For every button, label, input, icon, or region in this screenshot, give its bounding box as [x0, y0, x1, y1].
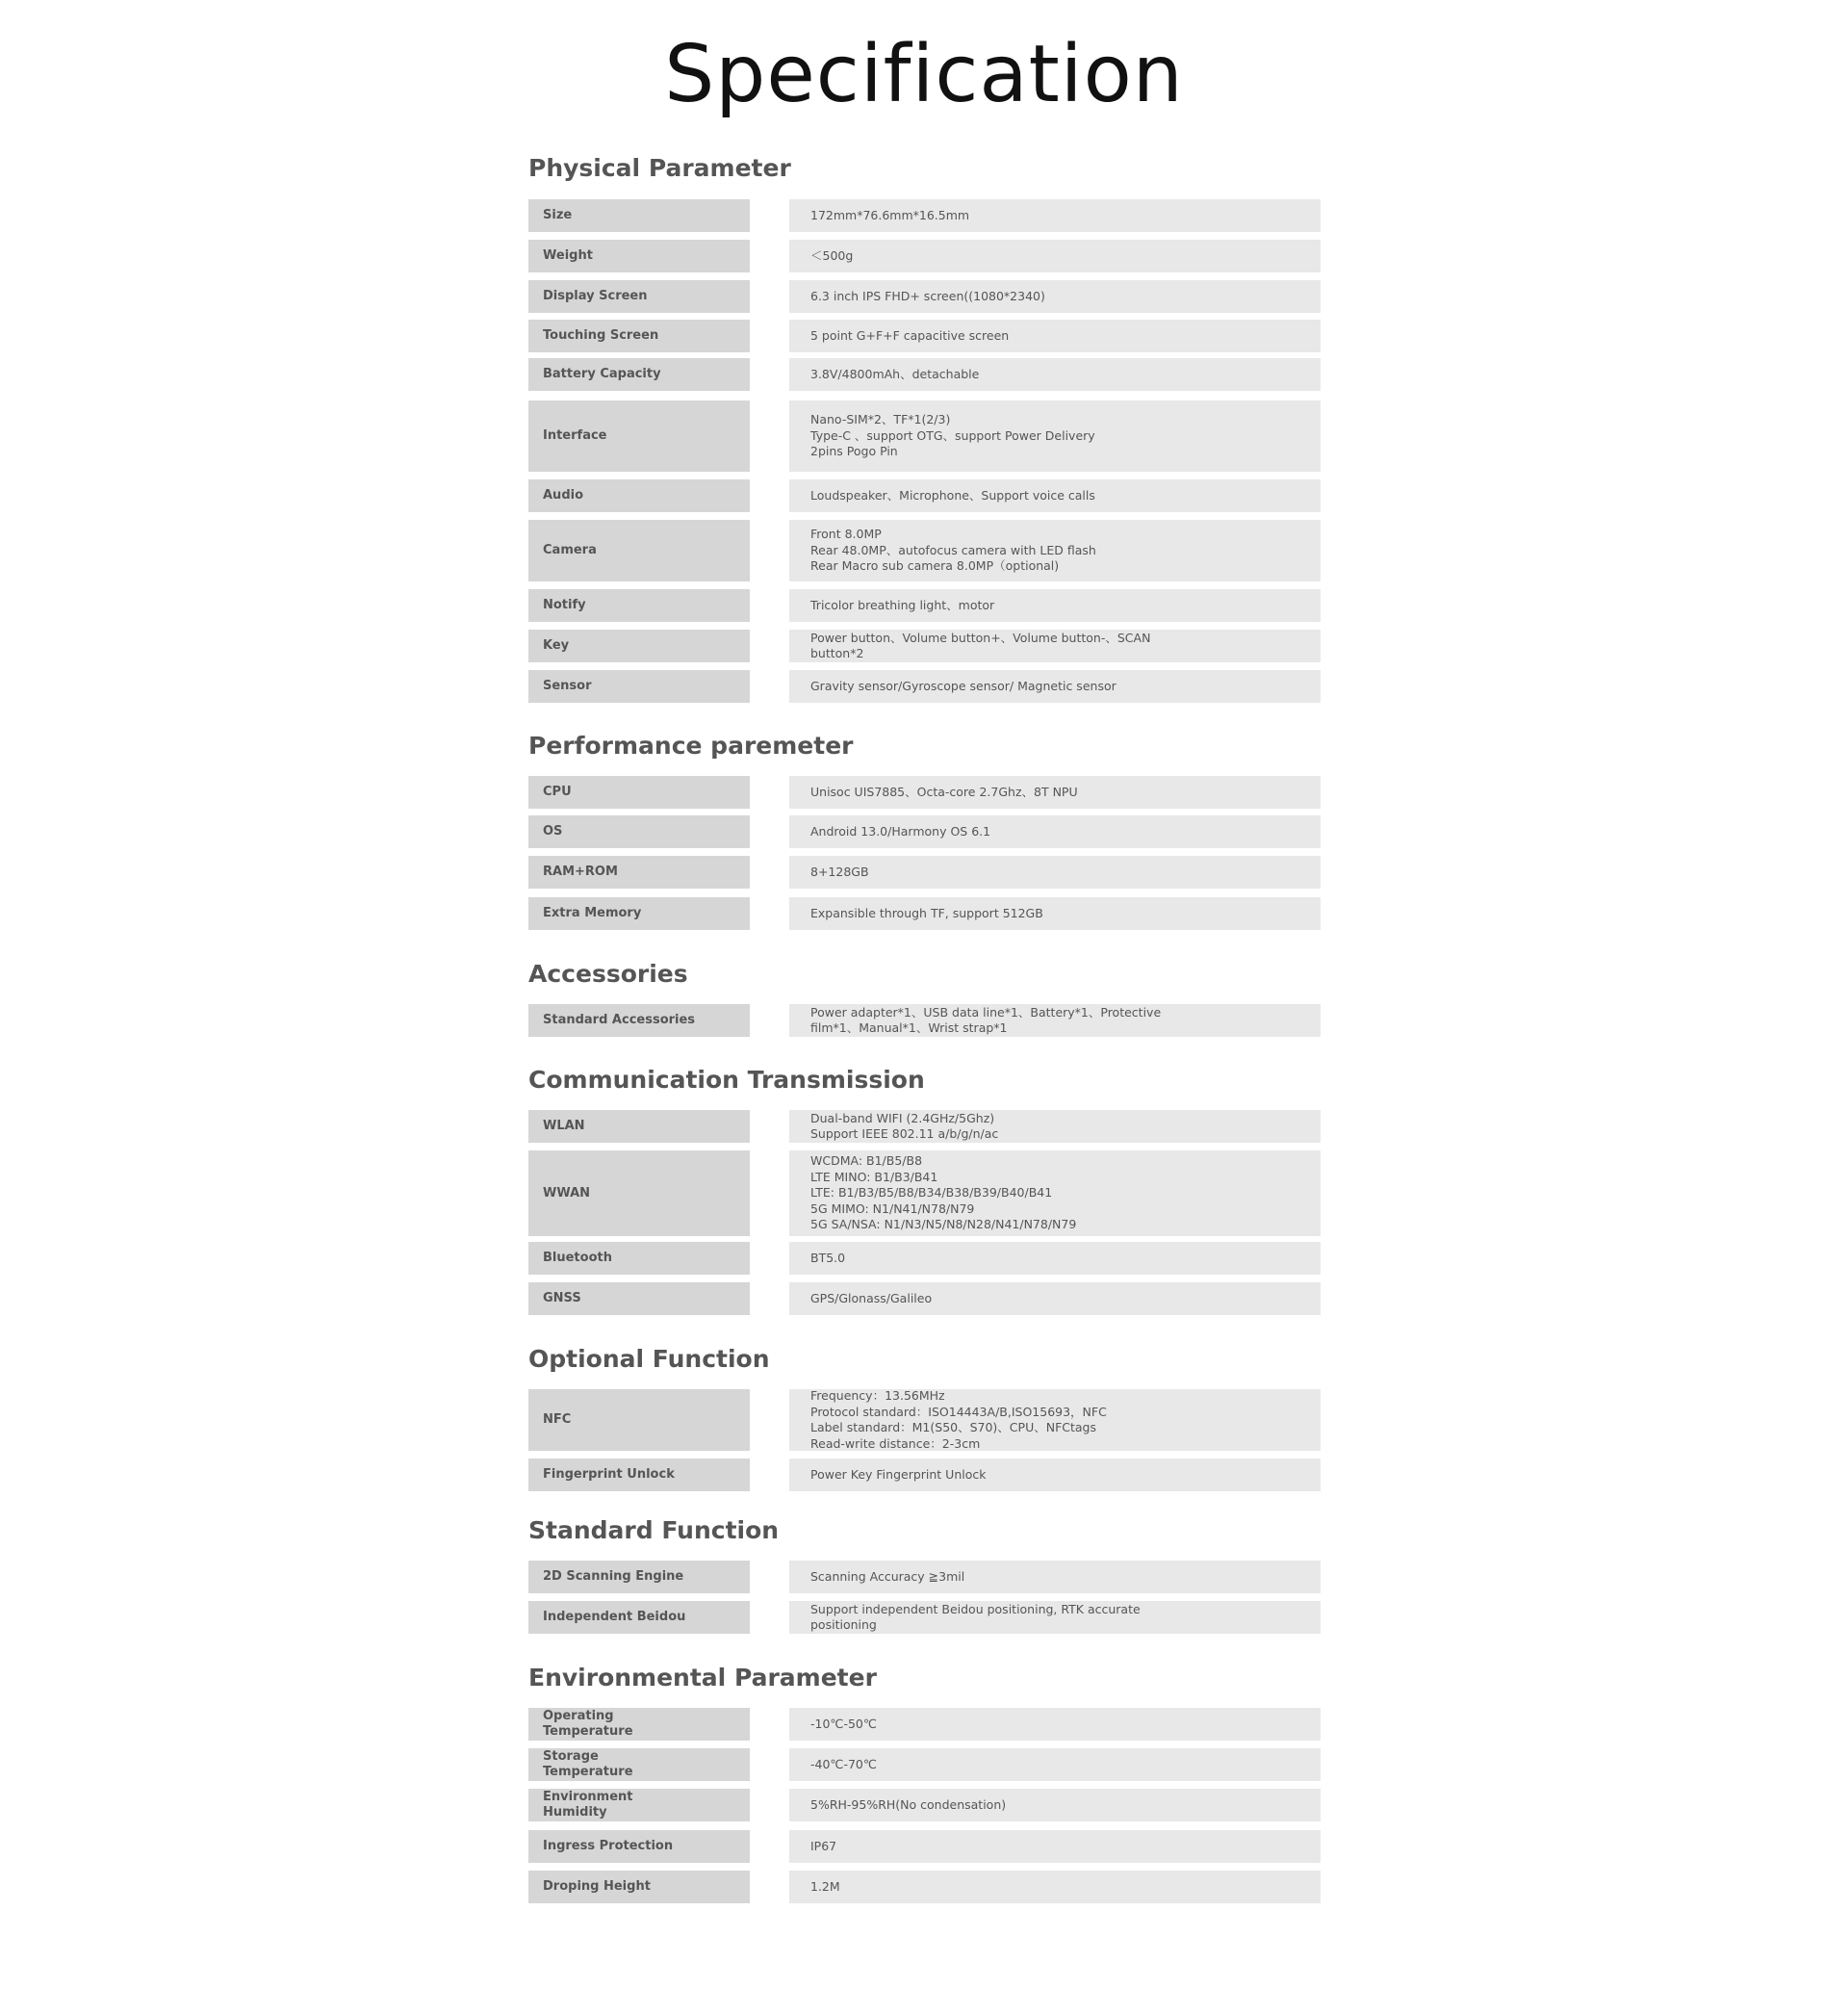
spec-value: ＜500g [789, 240, 1321, 272]
spec-row [528, 1389, 1321, 1451]
spec-value: -10℃-50℃ [789, 1708, 1321, 1741]
section-accessories: Accessories [528, 960, 688, 988]
spec-value: Android 13.0/Harmony OS 6.1 [789, 815, 1321, 848]
spec-row [528, 815, 1321, 848]
spec-label: Notify [528, 589, 750, 622]
spec-value: Expansible through TF, support 512GB [789, 897, 1321, 930]
spec-label: Size [528, 199, 750, 232]
spec-label: NFC [528, 1389, 750, 1451]
spec-label: WWAN [528, 1150, 750, 1236]
page-title: Specification [664, 29, 1184, 120]
section-communication-transmission: Communication Transmission [528, 1066, 925, 1094]
spec-row [528, 240, 1321, 272]
spec-label: Storage Temperature [528, 1748, 750, 1781]
spec-value: Dual-band WIFI (2.4GHz/5Ghz) Support IEEE 802.11 a/b/g/n/ac [789, 1110, 1321, 1143]
spec-value: 1.2M [789, 1871, 1321, 1903]
spec-row [528, 520, 1321, 581]
spec-label: Camera [528, 520, 750, 581]
spec-row [528, 1150, 1321, 1236]
spec-value: Loudspeaker、Microphone、Support voice calls [789, 479, 1321, 512]
spec-value: Power button、Volume button+、Volume button-、SCAN button*2 [789, 630, 1321, 662]
spec-value: Gravity sensor/Gyroscope sensor/ Magnetic sensor [789, 670, 1321, 703]
spec-row [528, 1110, 1321, 1143]
spec-row [528, 1561, 1321, 1593]
spec-value: -40℃-70℃ [789, 1748, 1321, 1781]
spec-value: 172mm*76.6mm*16.5mm [789, 199, 1321, 232]
spec-value: 8+128GB [789, 856, 1321, 889]
spec-value: IP67 [789, 1830, 1321, 1863]
spec-row [528, 897, 1321, 930]
spec-label: Key [528, 630, 750, 662]
spec-label: Operating Temperature [528, 1708, 750, 1741]
spec-label: Audio [528, 479, 750, 512]
spec-row [528, 670, 1321, 703]
spec-label: Interface [528, 400, 750, 472]
spec-row [528, 400, 1321, 472]
spec-value: Scanning Accuracy ≧3mil [789, 1561, 1321, 1593]
spec-row [528, 1242, 1321, 1275]
spec-row [528, 1601, 1321, 1634]
spec-label: Standard Accessories [528, 1004, 750, 1037]
spec-value: WCDMA: B1/B5/B8 LTE MINO: B1/B3/B41 LTE: B1/B3/B5/B8/B34/B38/B39/B40/B41 5G MIMO: N1/N41/N78/N79 5G SA/NSA: N1/N3/N5/N8/N28/N41/N78/N79 [789, 1150, 1321, 1236]
section-environmental-parameter: Environmental Parameter [528, 1664, 877, 1691]
spec-label: RAM+ROM [528, 856, 750, 889]
spec-label: Display Screen [528, 280, 750, 313]
spec-value: Unisoc UIS7885、Octa-core 2.7Ghz、8T NPU [789, 776, 1321, 809]
section-physical-parameter: Physical Parameter [528, 154, 791, 182]
section-optional-function: Optional Function [528, 1345, 770, 1373]
spec-value: Power Key Fingerprint Unlock [789, 1459, 1321, 1491]
spec-value: 6.3 inch IPS FHD+ screen((1080*2340) [789, 280, 1321, 313]
spec-label: 2D Scanning Engine [528, 1561, 750, 1593]
spec-row [528, 280, 1321, 313]
spec-value: Support independent Beidou positioning, RTK accurate positioning [789, 1601, 1321, 1634]
spec-row [528, 1830, 1321, 1863]
spec-label: WLAN [528, 1110, 750, 1143]
spec-label: Extra Memory [528, 897, 750, 930]
spec-row [528, 630, 1321, 662]
spec-label: Ingress Protection [528, 1830, 750, 1863]
section-standard-function: Standard Function [528, 1516, 780, 1544]
spec-value: Power adapter*1、USB data line*1、Battery*1、Protective film*1、Manual*1、Wrist strap*1 [789, 1004, 1321, 1037]
spec-row [528, 589, 1321, 622]
spec-row [528, 199, 1321, 232]
spec-label: CPU [528, 776, 750, 809]
spec-value: GPS/Glonass/Galileo [789, 1282, 1321, 1315]
spec-label: Fingerprint Unlock [528, 1459, 750, 1491]
spec-row [528, 856, 1321, 889]
spec-row [528, 1004, 1321, 1037]
spec-value: 3.8V/4800mAh、detachable [789, 358, 1321, 391]
spec-label: Weight [528, 240, 750, 272]
spec-value: Frequency：13.56MHz Protocol standard：ISO14443A/B,ISO15693，NFC Label standard：M1(S50、S70)、CPU、NFCtags Read-write distance：2-3cm [789, 1389, 1321, 1451]
spec-row [528, 776, 1321, 809]
spec-value: 5 point G+F+F capacitive screen [789, 320, 1321, 352]
spec-row [528, 1871, 1321, 1903]
spec-row [528, 320, 1321, 352]
spec-label: Sensor [528, 670, 750, 703]
spec-row [528, 358, 1321, 391]
spec-value: Front 8.0MP Rear 48.0MP、autofocus camera with LED flash Rear Macro sub camera 8.0MP（optional) [789, 520, 1321, 581]
spec-row [528, 1789, 1321, 1821]
spec-value: BT5.0 [789, 1242, 1321, 1275]
spec-label: GNSS [528, 1282, 750, 1315]
spec-row [528, 1282, 1321, 1315]
spec-row [528, 1708, 1321, 1741]
spec-row [528, 479, 1321, 512]
spec-label: Independent Beidou [528, 1601, 750, 1634]
spec-label: Battery Capacity [528, 358, 750, 391]
spec-value: 5%RH-95%RH(No condensation) [789, 1789, 1321, 1821]
spec-row [528, 1748, 1321, 1781]
spec-label: Touching Screen [528, 320, 750, 352]
spec-label: OS [528, 815, 750, 848]
spec-label: Environment Humidity [528, 1789, 750, 1821]
spec-value: Tricolor breathing light、motor [789, 589, 1321, 622]
spec-label: Bluetooth [528, 1242, 750, 1275]
spec-value: Nano-SIM*2、TF*1(2/3) Type-C 、support OTG、support Power Delivery 2pins Pogo Pin [789, 400, 1321, 472]
section-performance-parameter: Performance paremeter [528, 732, 854, 760]
spec-label: Droping Height [528, 1871, 750, 1903]
spec-row [528, 1459, 1321, 1491]
